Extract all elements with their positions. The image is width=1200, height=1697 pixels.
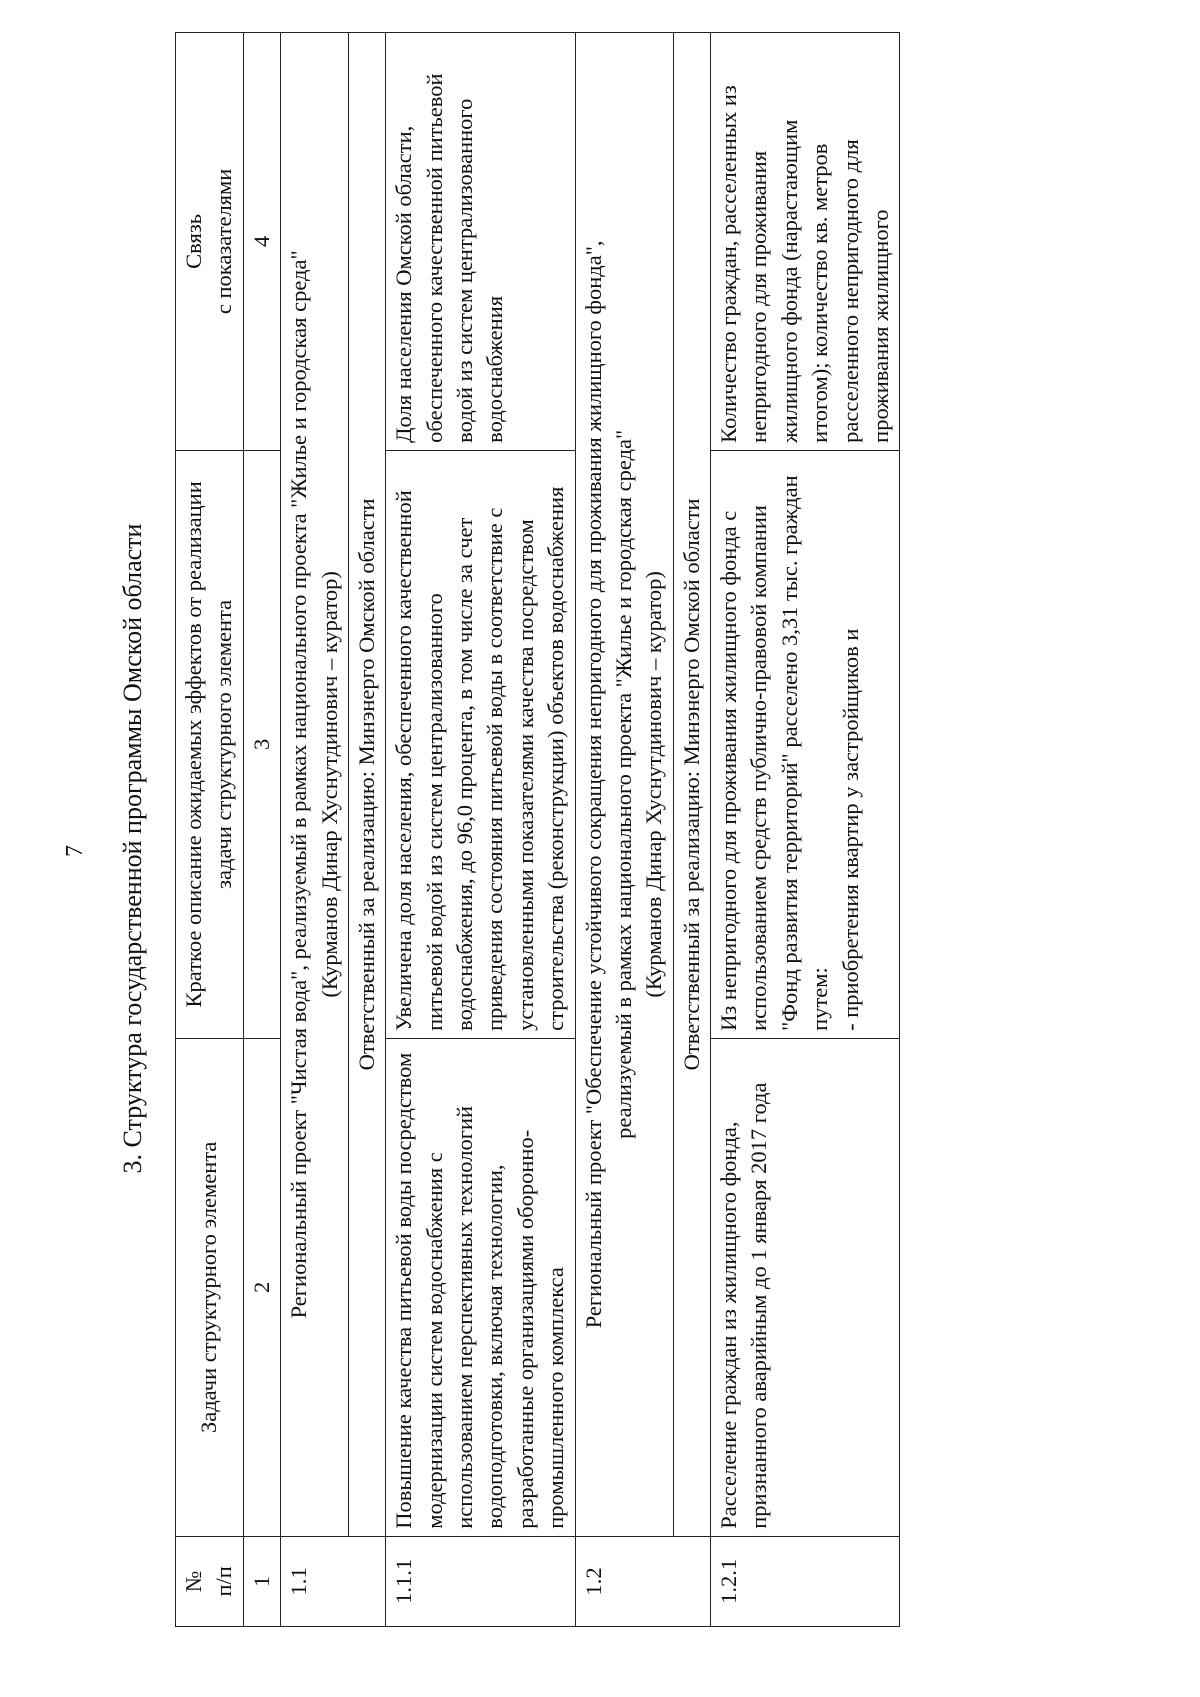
column-number: 1 bbox=[243, 1536, 280, 1626]
task-cell: Повышение качества питьевой воды посредством модернизации систем водоснабжения с использованием перспективных технологий водоподготовки, включая технологии, разработанные организациями оборонно-промышленного комплекса bbox=[386, 1038, 575, 1536]
header-tasks: Задачи структурного элемента bbox=[176, 1038, 244, 1536]
indicator-cell: Количество граждан, расселенных из непригодного для проживания жилищного фонда (нарастающим итогом); количество кв. метров расселенного непригодного для проживания жилищного bbox=[711, 33, 900, 451]
row-number: 1.2 bbox=[575, 1536, 711, 1626]
page-number: 7 bbox=[62, 845, 88, 857]
effect-cell: Увеличена доля населения, обеспеченного качественной питьевой водой из систем централизованного водоснабжения, до 96,0 процента, в том числе за счет приведения состояния питьевой воды в соответствие с установленными показателями качества посредством строительства (реконструкции) объектов водоснабжения bbox=[386, 450, 575, 1038]
task-cell: Расселение граждан из жилищного фонда, признанного аварийным до 1 января 2017 года bbox=[711, 1038, 900, 1536]
project-row bbox=[575, 33, 673, 1627]
responsible-row bbox=[673, 33, 710, 1627]
column-number: 2 bbox=[243, 1038, 280, 1536]
responsible-text: Ответственный за реализацию: Минэнерго Омской области bbox=[348, 33, 385, 1537]
project-curator-line: (Курманов Динар Хуснутдинович – куратор) bbox=[316, 571, 342, 998]
header-row bbox=[176, 33, 244, 1627]
column-numbers-row bbox=[243, 33, 280, 1627]
table-row bbox=[386, 33, 575, 1627]
table-row bbox=[711, 33, 900, 1627]
program-structure-table bbox=[175, 32, 900, 1627]
header-number: № п/п bbox=[176, 1536, 244, 1626]
project-title-line: Региональный проект "Обеспечение устойчивого сокращения непригодного для проживания жилищного фонда", bbox=[580, 240, 606, 1329]
responsible-text: Ответственный за реализацию: Минэнерго Омской области bbox=[673, 33, 710, 1537]
column-number: 4 bbox=[243, 33, 280, 451]
header-indicators: Связь с показателями bbox=[176, 33, 244, 451]
project-title bbox=[575, 33, 673, 1537]
responsible-row bbox=[348, 33, 385, 1627]
project-curator-line: (Курманов Динар Хуснутдинович – куратор) bbox=[641, 571, 667, 998]
header-effects: Краткое описание ожидаемых эффектов от реализации задачи структурного элемента bbox=[176, 450, 244, 1038]
row-number: 1.1 bbox=[281, 1536, 386, 1626]
row-number: 1.1.1 bbox=[386, 1536, 575, 1626]
row-number: 1.2.1 bbox=[711, 1536, 900, 1626]
effect-cell: Из непригодного для проживания жилищного фонда с использованием средств публично-правовой компании "Фонд развития территорий" расселено 3,31 тыс. граждан путем: - приобретения квартир у застройщиков и bbox=[711, 450, 900, 1038]
column-number: 3 bbox=[243, 450, 280, 1038]
project-title-line: Региональный проект "Чистая вода", реализуемый в рамках национального проекта "Жилье и городская среда" bbox=[286, 250, 312, 1319]
indicator-cell: Доля населения Омской области, обеспеченного качественной питьевой водой из систем централизованного водоснабжения bbox=[386, 33, 575, 451]
section-title: 3. Структура государственной программы Омской области bbox=[118, 523, 147, 1174]
project-row bbox=[281, 33, 349, 1627]
project-title bbox=[281, 33, 349, 1537]
project-title-line: реализуемый в рамках национального проекта "Жилье и городская среда" bbox=[610, 429, 636, 1139]
